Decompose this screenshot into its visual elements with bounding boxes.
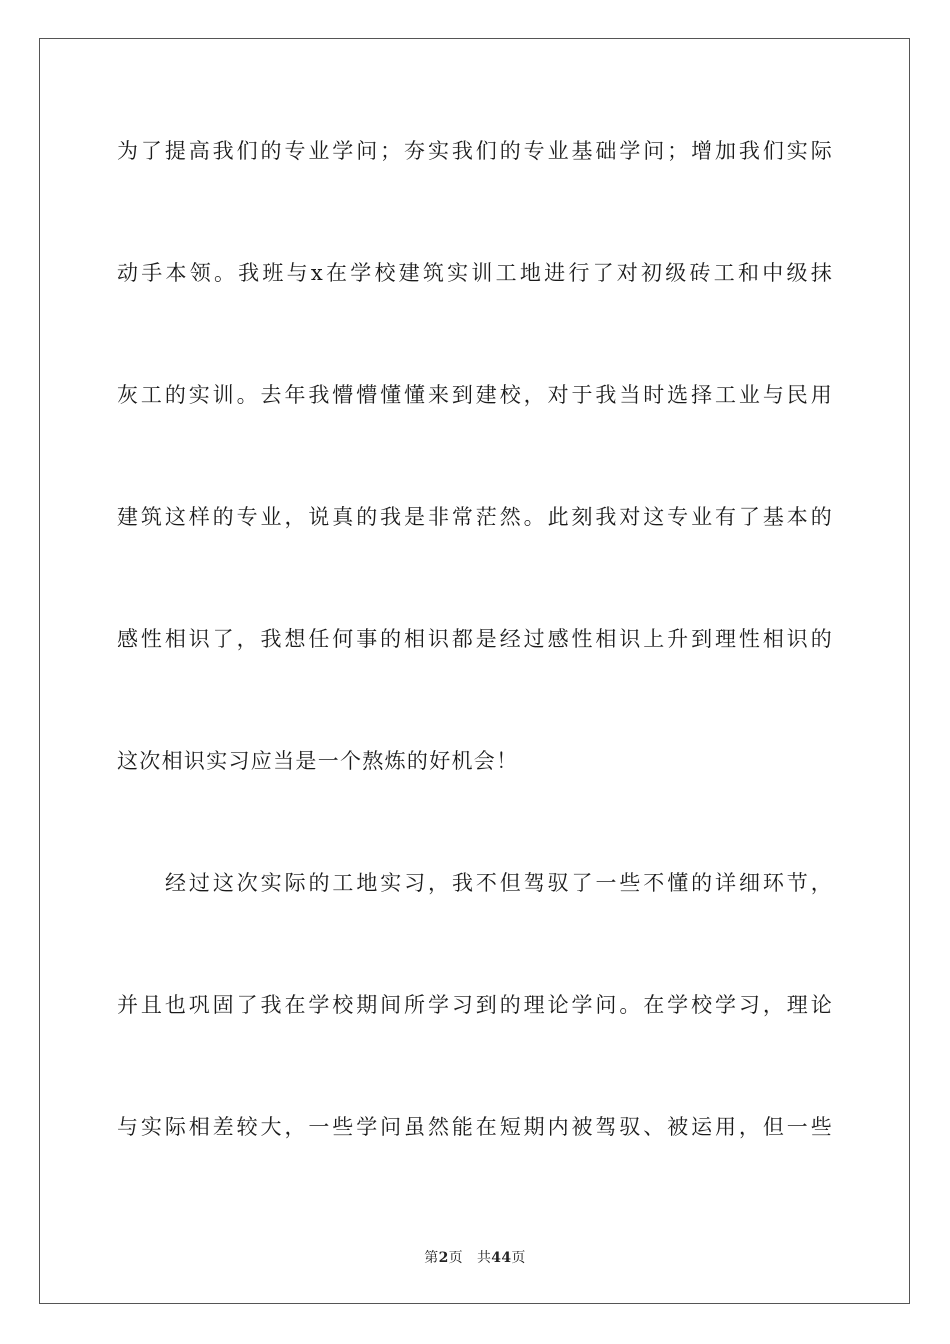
page-number: 2: [438, 1250, 449, 1266]
paragraph-line: 这次相识实习应当是一个熬炼的好机会！: [117, 749, 519, 773]
paragraph-line: 与实际相差较大，一些学问虽然能在短期内被驾驭、被运用，但一些: [117, 1115, 833, 1139]
page-suffix: 页: [448, 1250, 463, 1266]
document-body: [117, 124, 833, 1222]
page-prefix: 第: [424, 1250, 439, 1266]
paragraph-line: 建筑这样的专业，说真的我是非常茫然。此刻我对这专业有了基本的: [117, 505, 833, 529]
paragraph-line: 为了提高我们的专业学问；夯实我们的专业基础学问；增加我们实际: [117, 139, 833, 163]
total-pages: 44: [491, 1250, 512, 1266]
paragraph-line: 动手本领。我班与x在学校建筑实训工地进行了对初级砖工和中级抹: [117, 261, 833, 285]
paragraph-line: 灰工的实训。去年我懵懵懂懂来到建校，对于我当时选择工业与民用: [117, 383, 833, 407]
paragraph-line: 并且也巩固了我在学校期间所学习到的理论学问。在学校学习，理论: [117, 993, 833, 1017]
paragraph-line-indented: 经过这次实际的工地实习，我不但驾驭了一些不懂的详细环节，: [165, 871, 833, 895]
total-suffix: 页: [511, 1250, 526, 1266]
total-prefix: 共: [476, 1250, 492, 1266]
page-footer: [0, 1247, 950, 1267]
paragraph-line: 感性相识了，我想任何事的相识都是经过感性相识上升到理性相识的: [117, 627, 833, 651]
